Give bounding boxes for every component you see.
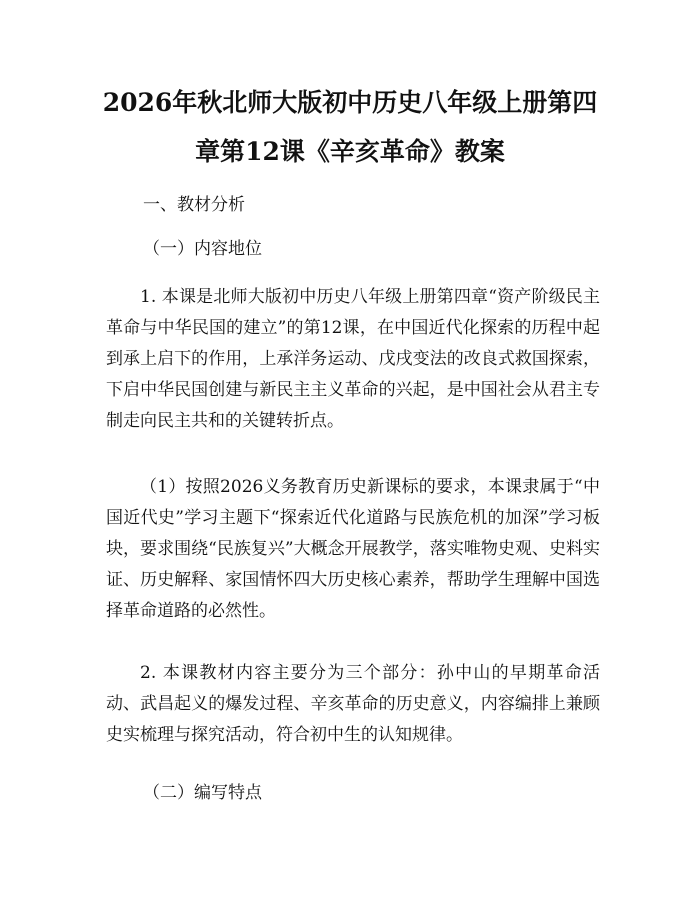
- subsection-heading-content-position: （一）内容地位: [143, 239, 262, 259]
- document-title-line-1: 2026年秋北师大版初中历史八年级上册第四: [102, 88, 598, 117]
- paragraph-textbook-content: 2. 本课教材内容主要分为三个部分：孙中山的早期革命活动、武昌起义的爆发过程、辛亥革命的历史意义，内容编排上兼顾史实梳理与探究活动，符合初中生的认知规律。: [106, 663, 600, 745]
- subsection-heading-writing-features: （二）编写特点: [143, 783, 262, 803]
- paragraph-lesson-position: 1. 本课是北师大版初中历史八年级上册第四章“资产阶级民主革命与中华民国的建立”的第12课，在中国近代化探索的历程中起到承上启下的作用，上承洋务运动、戊戌变法的改良式救国探索，下启中华民国创建与新民主主义革命的兴起，是中国社会从君主专制走向民主共和的关键转折点。: [106, 287, 600, 431]
- paragraph-curriculum-standard: （1）按照2026义务教育历史新课标的要求，本课隶属于“中国近代史”学习主题下“探索近代化道路与民族危机的加深”学习板块，要求围绕“民族复兴”大概念开展教学，落实唯物史观、史料实证、历史解释、家国情怀四大历史核心素养，帮助学生理解中国选择革命道路的必然性。: [106, 477, 600, 621]
- section-heading-textbook-analysis: 一、教材分析: [143, 195, 245, 215]
- document-title-line-2: 章第12课《辛亥革命》教案: [195, 137, 505, 166]
